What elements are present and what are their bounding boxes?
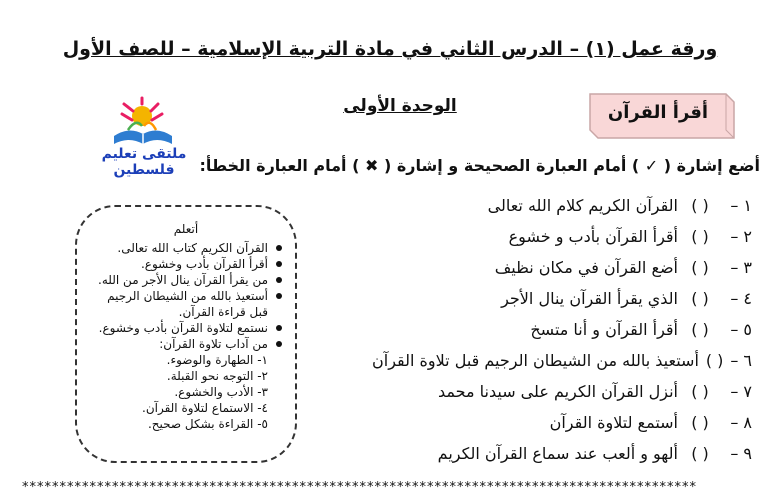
statement-text: أضع القرآن في مكان نظيف xyxy=(494,258,678,277)
statement-text: أقرأ القرآن و أنا متسخ xyxy=(530,320,678,339)
unit-title: الوحدة الأولى xyxy=(343,96,457,116)
learn-point-text: نستمع لتلاوة القرآن بأدب وخشوع. xyxy=(98,321,268,335)
bullet-icon xyxy=(276,341,282,347)
statement-item xyxy=(372,283,752,314)
answer-blank[interactable]: ( ) xyxy=(691,258,709,277)
statement-number: ١ – xyxy=(730,196,752,215)
lesson-title: أقرأ القرآن xyxy=(607,102,709,123)
learn-point xyxy=(90,336,282,352)
learn-point xyxy=(90,272,282,288)
answer-blank[interactable]: ( ) xyxy=(691,382,709,401)
statement-text: ألهو و ألعب عند سماع القرآن الكريم xyxy=(437,444,678,463)
bullet-icon xyxy=(276,245,282,251)
logo-caption: ملتقى تعليم فلسطين xyxy=(101,146,187,178)
statement-text: الذي يقرأ القرآن ينال الأجر xyxy=(501,289,678,308)
exercise-instruction: أضع إشارة ( ✓ ) أمام العبارة الصحيحة و إشارة ( ✖ ) أمام العبارة الخطأ: xyxy=(199,156,760,175)
learn-point-text: من يقرأ القرآن ينال الأجر من الله. xyxy=(98,273,268,287)
learn-point-text: القرآن الكريم كتاب الله تعالى. xyxy=(117,241,268,255)
learn-box-title: أتعلم xyxy=(173,222,199,236)
statement-item xyxy=(372,407,752,438)
answer-blank[interactable]: ( ) xyxy=(691,413,709,432)
answer-blank[interactable]: ( ) xyxy=(691,289,709,308)
statement-number: ٦ – xyxy=(730,351,752,370)
statement-number: ٤ – xyxy=(730,289,752,308)
statement-number: ٢ – xyxy=(730,227,752,246)
statement-item xyxy=(372,438,752,469)
learn-point-text: أستعيذ بالله من الشيطان الرجيم قبل قراءة القرآن. xyxy=(107,289,268,319)
answer-blank[interactable]: ( ) xyxy=(691,444,709,463)
manner-item: ٣- الأدب والخشوع. xyxy=(174,385,268,399)
manner-item: ١- الطهارة والوضوء. xyxy=(166,353,268,367)
statement-number: ٩ – xyxy=(730,444,752,463)
statement-text: أستمع لتلاوة القرآن xyxy=(549,413,678,432)
lesson-banner xyxy=(588,92,736,140)
statement-text: أستعيذ بالله من الشيطان الرجيم قبل تلاوة القرآن xyxy=(372,351,699,370)
learn-point xyxy=(90,256,282,272)
answer-blank[interactable]: ( ) xyxy=(691,196,709,215)
statement-list xyxy=(372,190,752,469)
statement-number: ٣ – xyxy=(730,258,752,277)
page-border-stars: ****************************************************************************************** xyxy=(22,480,697,495)
statement-number: ٧ – xyxy=(730,382,752,401)
statement-text: أنزل القرآن الكريم على سيدنا محمد xyxy=(438,382,678,401)
learn-point-text: أقرأ القرآن بأدب وخشوع. xyxy=(140,257,268,271)
statement-item xyxy=(372,190,752,221)
manner-item: ٥- القراءة بشكل صحيح. xyxy=(147,417,268,431)
statement-item xyxy=(372,376,752,407)
statement-text: أقرأ القرآن بأدب و خشوع xyxy=(508,227,678,246)
statement-number: ٨ – xyxy=(730,413,752,432)
answer-blank[interactable]: ( ) xyxy=(691,320,709,339)
statement-item xyxy=(372,314,752,345)
learn-point xyxy=(90,320,282,336)
learn-point xyxy=(90,240,282,256)
learn-point xyxy=(90,288,282,320)
bullet-icon xyxy=(276,325,282,331)
statement-text: القرآن الكريم كلام الله تعالى xyxy=(487,196,678,215)
answer-blank[interactable]: ( ) xyxy=(691,227,709,246)
bullet-icon xyxy=(276,293,282,299)
learn-list xyxy=(90,240,282,432)
learn-point-text: من آداب تلاوة القرآن: xyxy=(159,337,268,351)
bullet-icon xyxy=(276,261,282,267)
manner-item: ٢- التوجه نحو القبلة. xyxy=(166,369,268,383)
manner-item: ٤- الاستماع لتلاوة القرآن. xyxy=(142,401,268,415)
statement-item xyxy=(372,221,752,252)
bullet-icon xyxy=(276,277,282,283)
page-title: ورقة عمل (١) – الدرس الثاني في مادة التربية الإسلامية – للصف الأول xyxy=(62,38,718,60)
statement-item xyxy=(372,252,752,283)
answer-blank[interactable]: ( ) xyxy=(705,351,724,370)
statement-item xyxy=(372,345,752,376)
statement-number: ٥ – xyxy=(730,320,752,339)
